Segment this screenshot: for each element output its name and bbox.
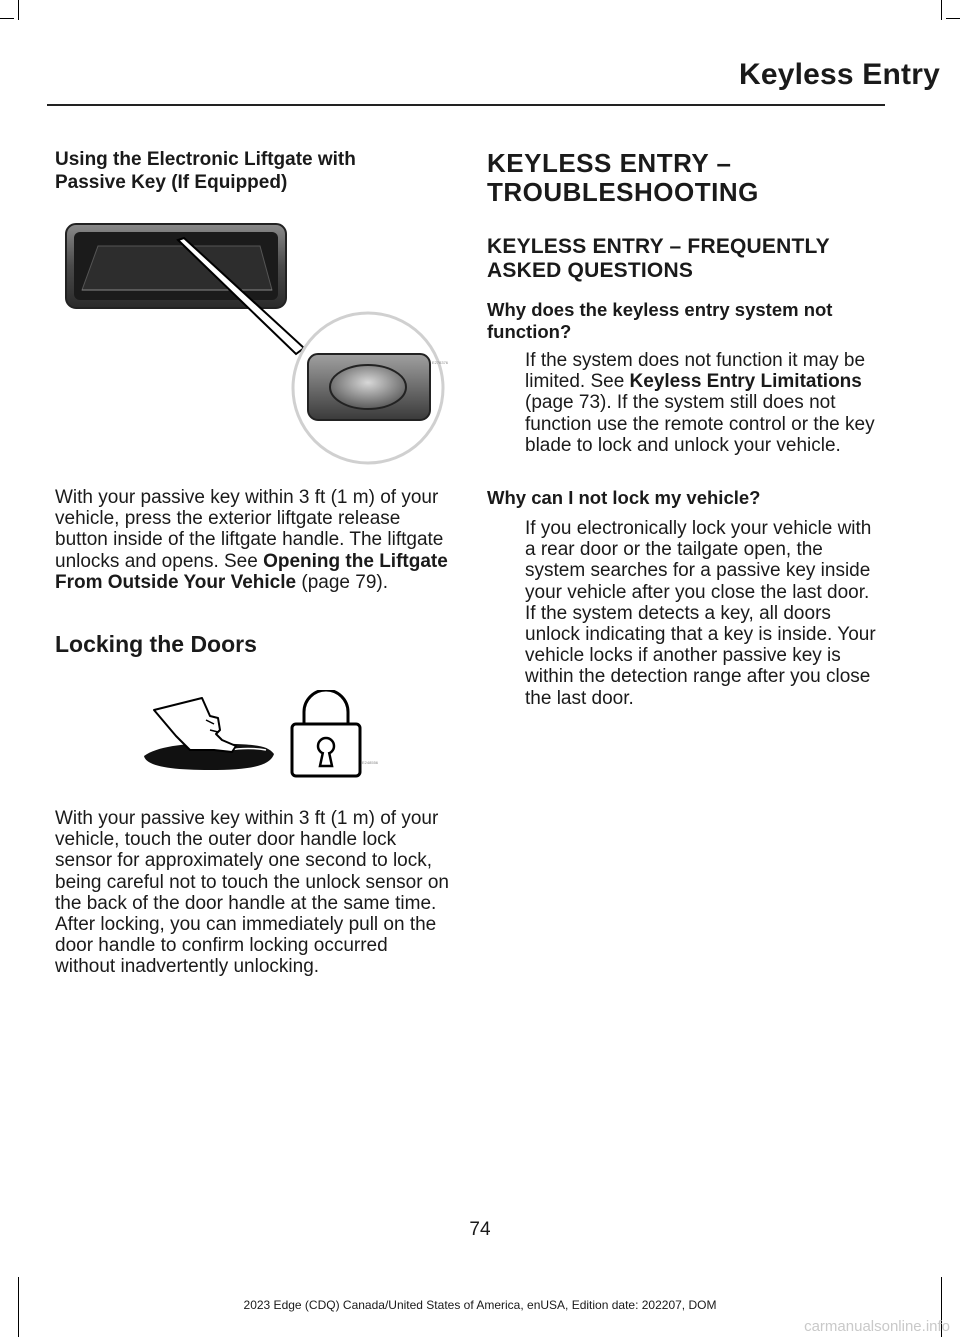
crop-mark [18, 0, 19, 20]
faq-heading: KEYLESS ENTRY – FREQUENTLY ASKED QUESTIONS [487, 235, 830, 282]
locking-paragraph: With your passive key within 3 ft (1 m) of your vehicle, touch the outer door handle lock sensor for approximately one second to lock, being careful not to touch the unlock sensor on the back of the door handle at the same time. After locking, you can immediately pull on the door handle to confirm locking occurred without inadvertently unlocking. [55, 808, 449, 978]
door-lock-illustration [140, 690, 370, 780]
watermark: carmanualsonline.info [804, 1318, 950, 1335]
limitations-link[interactable]: Keyless Entry Limitations [629, 371, 862, 393]
faq-answer: If you electronically lock your vehicle with a rear door or the tailgate open, the system searches for a passive key inside your vehicle after you close the last door. If the system detects a key, all doors unlock indicating that a key is inside. Your vehicle locks if another passive key is within the detection range after you close the last door. [525, 518, 876, 709]
faq-answer [525, 350, 885, 456]
section-subheading: Using the Electronic Liftgate with Passive Key (If Equipped) [55, 149, 356, 193]
page-number: 74 [469, 1219, 491, 1240]
troubleshooting-title-line1: KEYLESS ENTRY – [487, 148, 732, 178]
answer-text-start: If the system does not function it may be limited. See [525, 350, 866, 393]
liftgate-paragraph [55, 487, 450, 593]
image-code: E278376 [432, 360, 449, 365]
page-header-title: Keyless Entry [738, 58, 940, 91]
liftgate-text-start: With your passive key within 3 ft (1 m) of your vehicle, press the exterior liftgate release button inside of the liftgate handle. The liftgate unlocks and opens. See [55, 487, 444, 572]
header-divider [47, 104, 885, 106]
liftgate-button-illustration [60, 218, 450, 470]
crop-mark [941, 0, 942, 20]
faq-question: Why does the keyless entry system not function? [487, 299, 833, 342]
liftgate-text-end: (page 79). [296, 571, 388, 593]
faq-question: Why can I not lock my vehicle? [487, 487, 761, 508]
crop-mark [946, 18, 960, 19]
image-code: E248556 [362, 760, 379, 765]
answer-text-end: (page 73). If the system still does not function use the remote control or the key blade to lock and unlock your vehicle. [525, 392, 875, 456]
locking-doors-heading: Locking the Doors [55, 631, 257, 657]
edition-footer: 2023 Edge (CDQ) Canada/United States of America, enUSA, Edition date: 202207, DOM [243, 1298, 717, 1312]
liftgate-link[interactable]: Opening the Liftgate From Outside Your Vehicle [55, 550, 448, 593]
crop-mark [0, 18, 14, 19]
troubleshooting-title-line2: TROUBLESHOOTING [487, 177, 759, 207]
